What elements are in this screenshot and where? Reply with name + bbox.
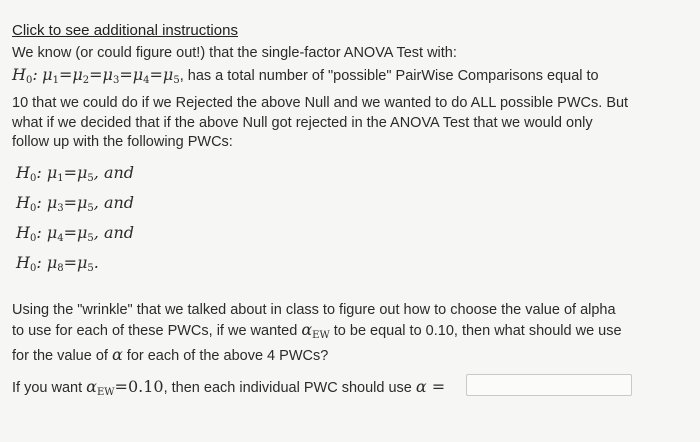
mu-3: $\mu_3$ [102, 65, 120, 86]
pwc-hypothesis-1: $H_0$: $\mu_1=\mu_5$, and [16, 163, 135, 184]
mu-1: $\mu_1$ [42, 65, 59, 86]
additional-instructions-link[interactable]: Click to see additional instructions [12, 22, 238, 39]
pwc-hypothesis-3: $H_0$: $\mu_4=\mu_5$, and [16, 223, 135, 244]
para-line-4: follow up with the following PWCs: [12, 134, 233, 150]
alpha-symbol-answer: α = [415, 377, 446, 396]
question-line-2: to use for each of these PWCs, if we wanted $\alpha_{EW}$ to be equal to 0.10, then what should we use [12, 320, 622, 341]
pwc-hypothesis-4: $H_0$: $\mu_8=\mu_5$. [16, 253, 99, 274]
equals: = [58, 65, 73, 84]
mu-2: $\mu_2$ [72, 65, 90, 86]
mu-4: $\mu_4$ [132, 65, 150, 86]
para-line-3: what if we decided that if the above Null got rejected in the ANOVA Test that we would only [12, 115, 593, 131]
para-line-2: 10 that we could do if we Rejected the above Null and we wanted to do ALL possible PWCs. But [12, 95, 629, 111]
answer-line: If you want $\alpha_{EW}=0.10$, then each individual PWC should use α = [12, 377, 446, 398]
mu-5: $\mu_5$ [162, 65, 180, 86]
pwc-hypothesis-2: $H_0$: $\mu_3=\mu_5$, and [16, 193, 135, 214]
alpha-ew-symbol: $\alpha_{EW}$ [301, 320, 330, 341]
null-hypothesis-tail: , has a total number of "possible" PairWise Comparisons equal to [179, 68, 599, 84]
null-hypothesis-line [12, 65, 599, 86]
question-line-3: for the value of α for each of the above 4 PWCs? [12, 345, 329, 364]
intro-line: We know (or could figure out!) that the single-factor ANOVA Test with: [12, 45, 457, 61]
equals: = [89, 65, 103, 84]
equals: = [119, 65, 133, 84]
equals: = [149, 65, 163, 84]
question-line-1: Using the "wrinkle" that we talked about in class to figure out how to choose the value of alpha [12, 302, 616, 318]
alpha-symbol: α [111, 345, 123, 364]
h0-symbol: $H_0$: [12, 65, 38, 86]
answer-input[interactable] [466, 374, 632, 396]
alpha-ew-symbol-answer: $\alpha_{EW}=0.10$ [86, 377, 164, 398]
